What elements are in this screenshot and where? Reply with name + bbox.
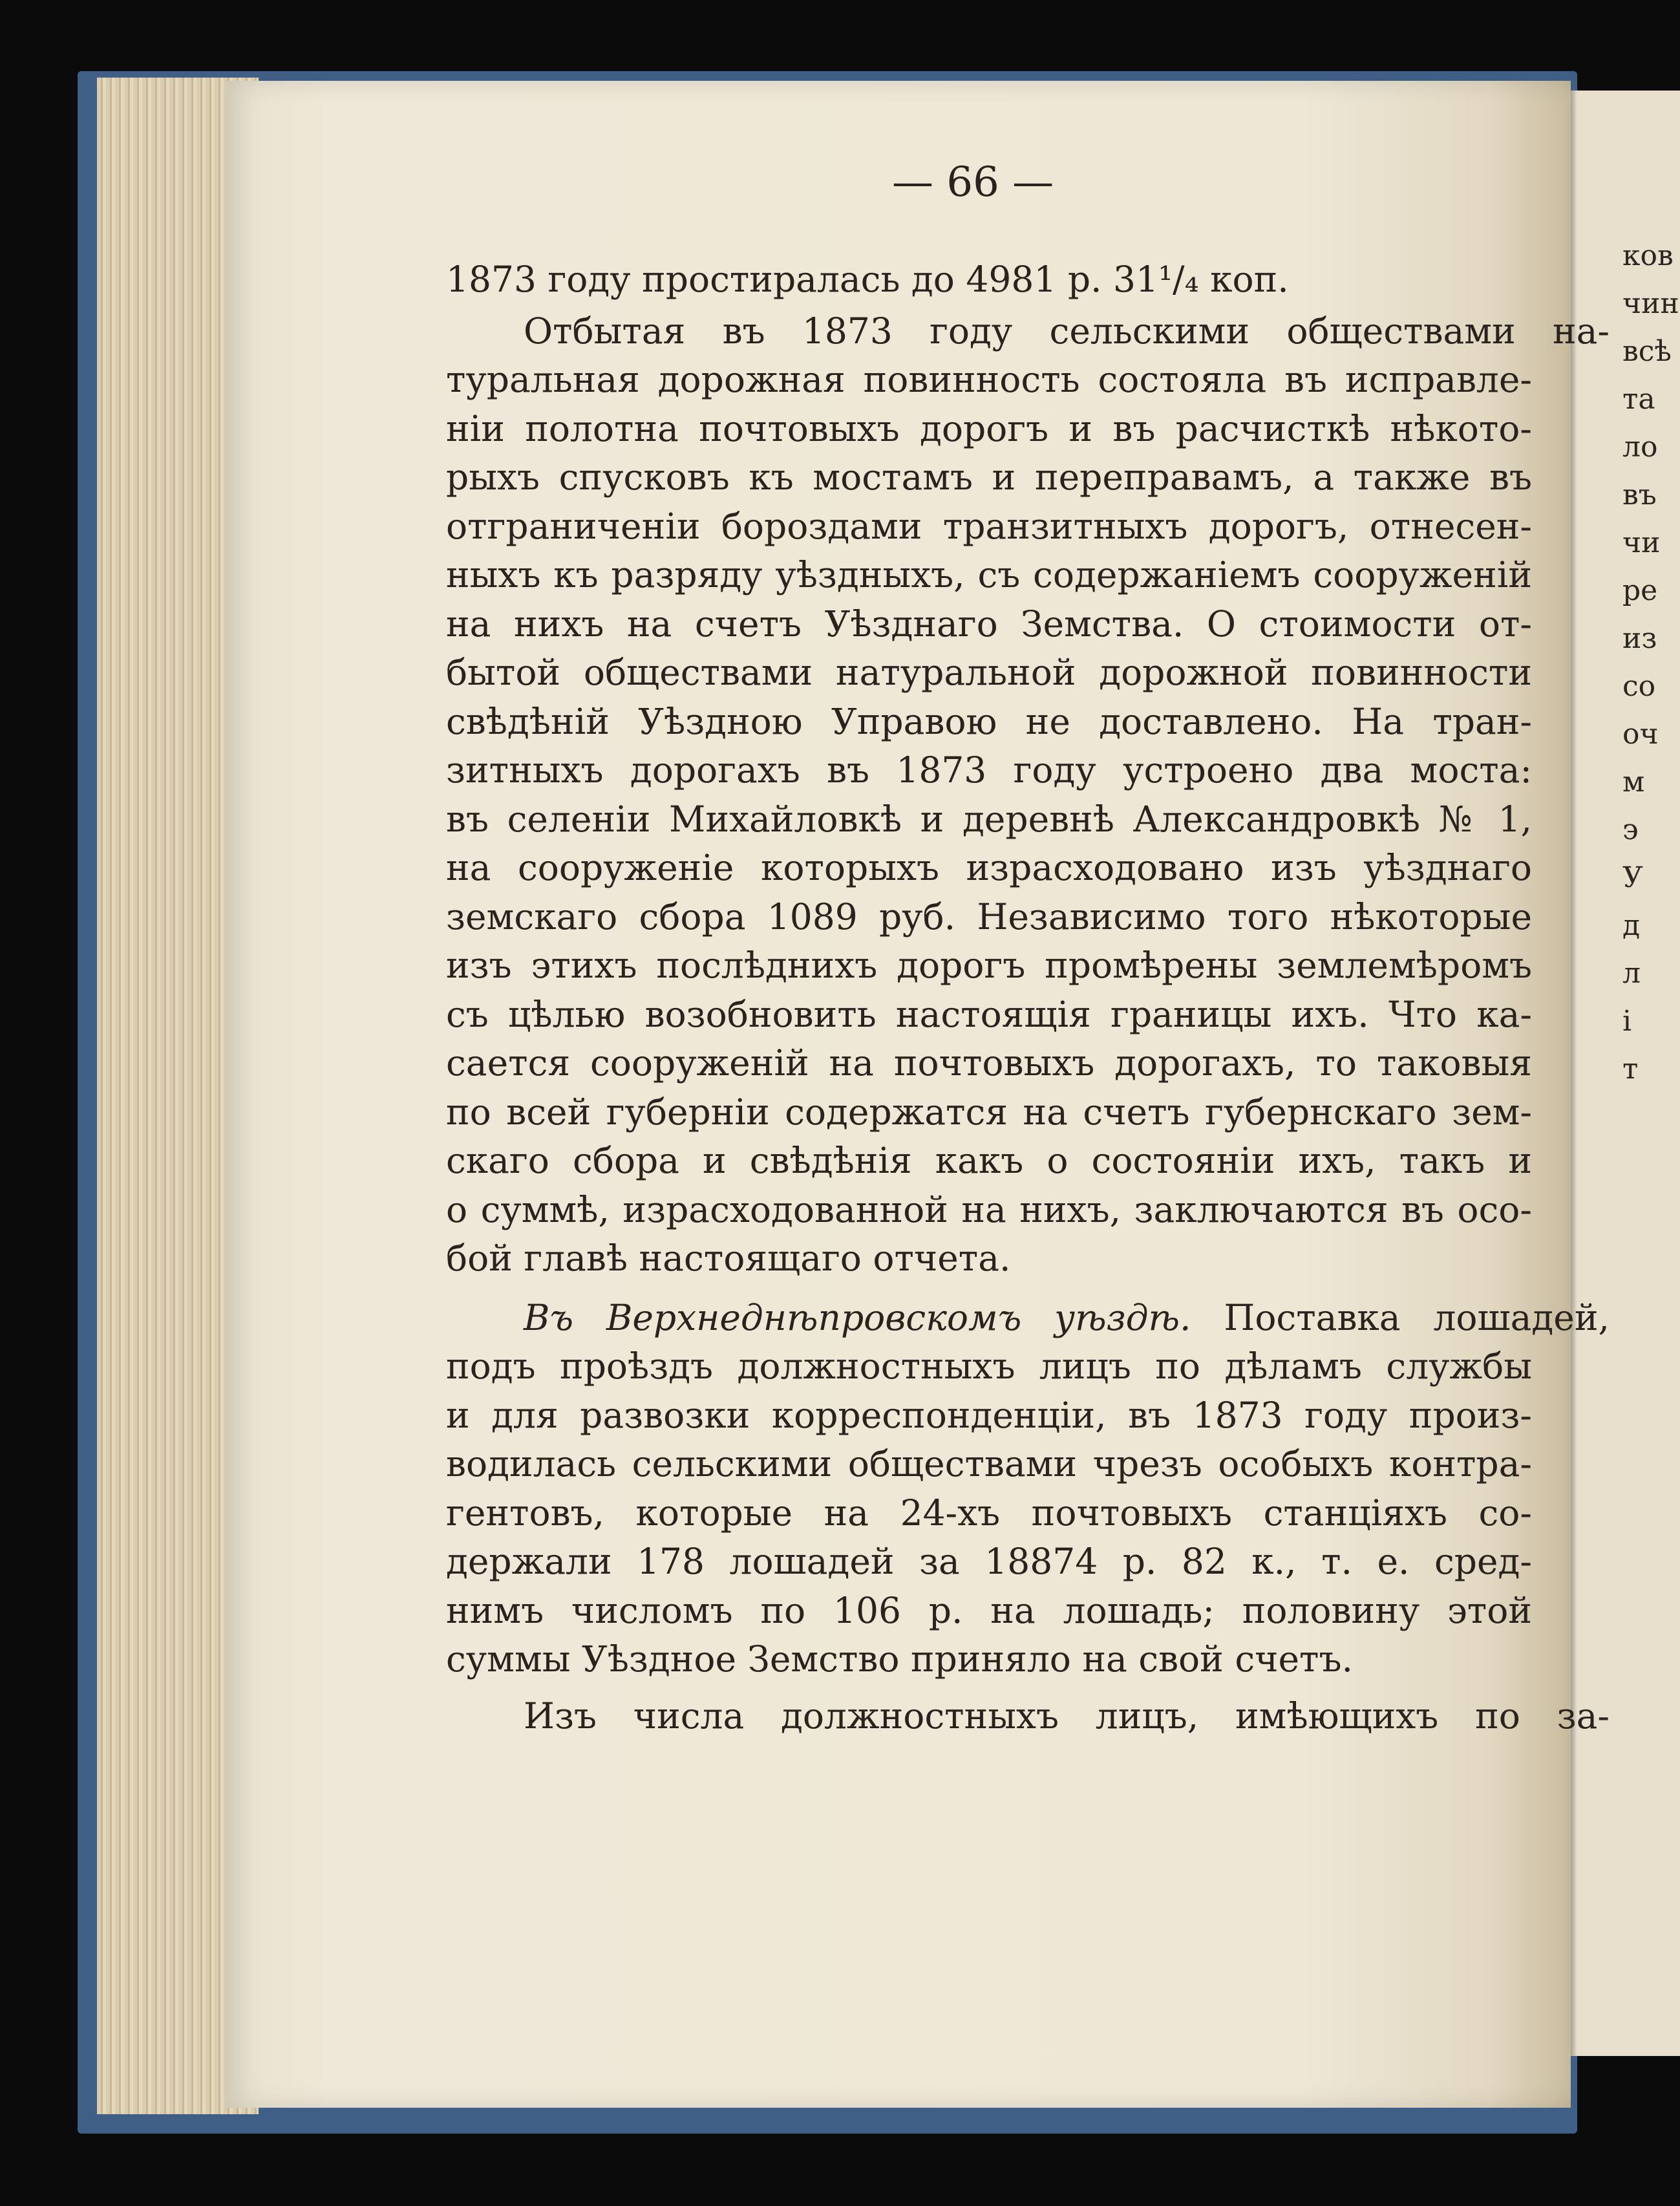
text-line: земскаго сбора 1089 руб. Независимо того нѣкоторые (446, 895, 1532, 937)
facing-page-fragment: въ (1622, 478, 1657, 511)
facing-page-fragment: i (1622, 1005, 1632, 1038)
text-line: бытой обществами натуральной дорожной повинности (446, 652, 1532, 693)
text-line: держали 178 лошадей за 18874 р. 82 к., т. е. сред- (446, 1541, 1532, 1582)
facing-page-fragment: оч (1622, 718, 1659, 751)
text-line: о суммѣ, израсходованной на нихъ, заключаются въ осо- (446, 1188, 1532, 1230)
text-line: туральная дорожная повинность состояла въ исправле- (446, 359, 1532, 400)
facing-page-fragment: та (1622, 383, 1655, 416)
facing-page-fragment: чин (1622, 287, 1679, 320)
text-line: нiи полотна почтовыхъ дорогъ и въ расчисткѣ нѣкото- (446, 407, 1532, 449)
facing-page-fragment: э (1622, 813, 1639, 846)
text-line: на нихъ на счетъ Уѣзднаго Земства. О стоимости от- (446, 603, 1532, 645)
text-line: рыхъ спусковъ къ мостамъ и переправамъ, а также въ (446, 456, 1532, 498)
text-line: въ селенiи Михайловкѣ и деревнѣ Александровкѣ № 1, (446, 798, 1532, 840)
facing-page-fragment: л (1622, 957, 1641, 990)
text-line: 1873 году простиралась до 4981 р. 31¹/₄ коп. (446, 259, 1289, 300)
text-line: скаго сбора и свѣдѣнiя какъ о состоянiи ихъ, такъ и (446, 1140, 1532, 1181)
text-line: гентовъ, которые на 24-хъ почтовыхъ станцiяхъ со- (446, 1492, 1532, 1534)
page-number: — 66 — (892, 158, 1054, 206)
text-line: ныхъ къ разряду уѣздныхъ, съ содержанiемъ сооруженiй (446, 554, 1532, 595)
text-line: по всей губернiи содержатся на счетъ губернскаго зем- (446, 1091, 1532, 1133)
facing-page-fragment: У (1622, 861, 1643, 894)
text-line: Изъ числа должностныхъ лицъ, имѣющихъ по за- (524, 1695, 1610, 1737)
text-line: съ цѣлью возобновить настоящiя границы ихъ. Что ка- (446, 993, 1532, 1035)
text-line: на сооруженiе которыхъ израсходовано изъ уѣзднаго (446, 847, 1532, 888)
text-line: изъ этихъ послѣднихъ дорогъ промѣрены землемѣромъ (446, 945, 1532, 986)
facing-page-fragment: ло (1622, 431, 1658, 464)
facing-page-fragment: д (1622, 909, 1641, 942)
text-line: нимъ числомъ по 106 р. на лошадь; половину этой (446, 1589, 1532, 1631)
text-line: Отбытая въ 1873 году сельскими обществами на- (524, 310, 1610, 352)
facing-page-fragment: ков (1622, 239, 1674, 272)
facing-page-fragment: всѣ (1622, 335, 1672, 368)
facing-page (1558, 91, 1680, 2056)
text-line: подъ проѣздъ должностныхъ лицъ по дѣламъ службы (446, 1345, 1532, 1387)
text-line: водилась сельскими обществами чрезъ особыхъ контра- (446, 1443, 1532, 1484)
facing-page-fragment: чи (1622, 526, 1661, 559)
text-line: бой главѣ настоящаго отчета. (446, 1237, 1011, 1279)
facing-page-fragment: из (1622, 622, 1657, 655)
facing-page-fragment: м (1622, 766, 1645, 798)
text-line: свѣдѣнiй Уѣздною Управою не доставлено. На тран- (446, 700, 1532, 742)
text-line: зитныхъ дорогахъ въ 1873 году устроено два моста: (446, 749, 1532, 791)
heading-continuation: Поставка лошадей, (1191, 1296, 1610, 1338)
district-heading: Въ Верхнеднѣпровскомъ уѣздѣ. (524, 1296, 1191, 1338)
text-line: и для развозки корреспонденцiи, въ 1873 году произ- (446, 1394, 1532, 1436)
text-line: сается сооруженiй на почтовыхъ дорогахъ, то таковыя (446, 1042, 1532, 1084)
facing-page-fragment: т (1622, 1053, 1639, 1086)
text-line: отграниченiи бороздами транзитныхъ дорогъ, отнесен- (446, 505, 1532, 547)
text-line: суммы Уѣздное Земство приняло на свой счетъ. (446, 1638, 1353, 1680)
text-line (446, 1294, 1610, 1343)
facing-page-fragment: со (1622, 670, 1656, 703)
facing-page-fragment: ре (1622, 574, 1658, 607)
